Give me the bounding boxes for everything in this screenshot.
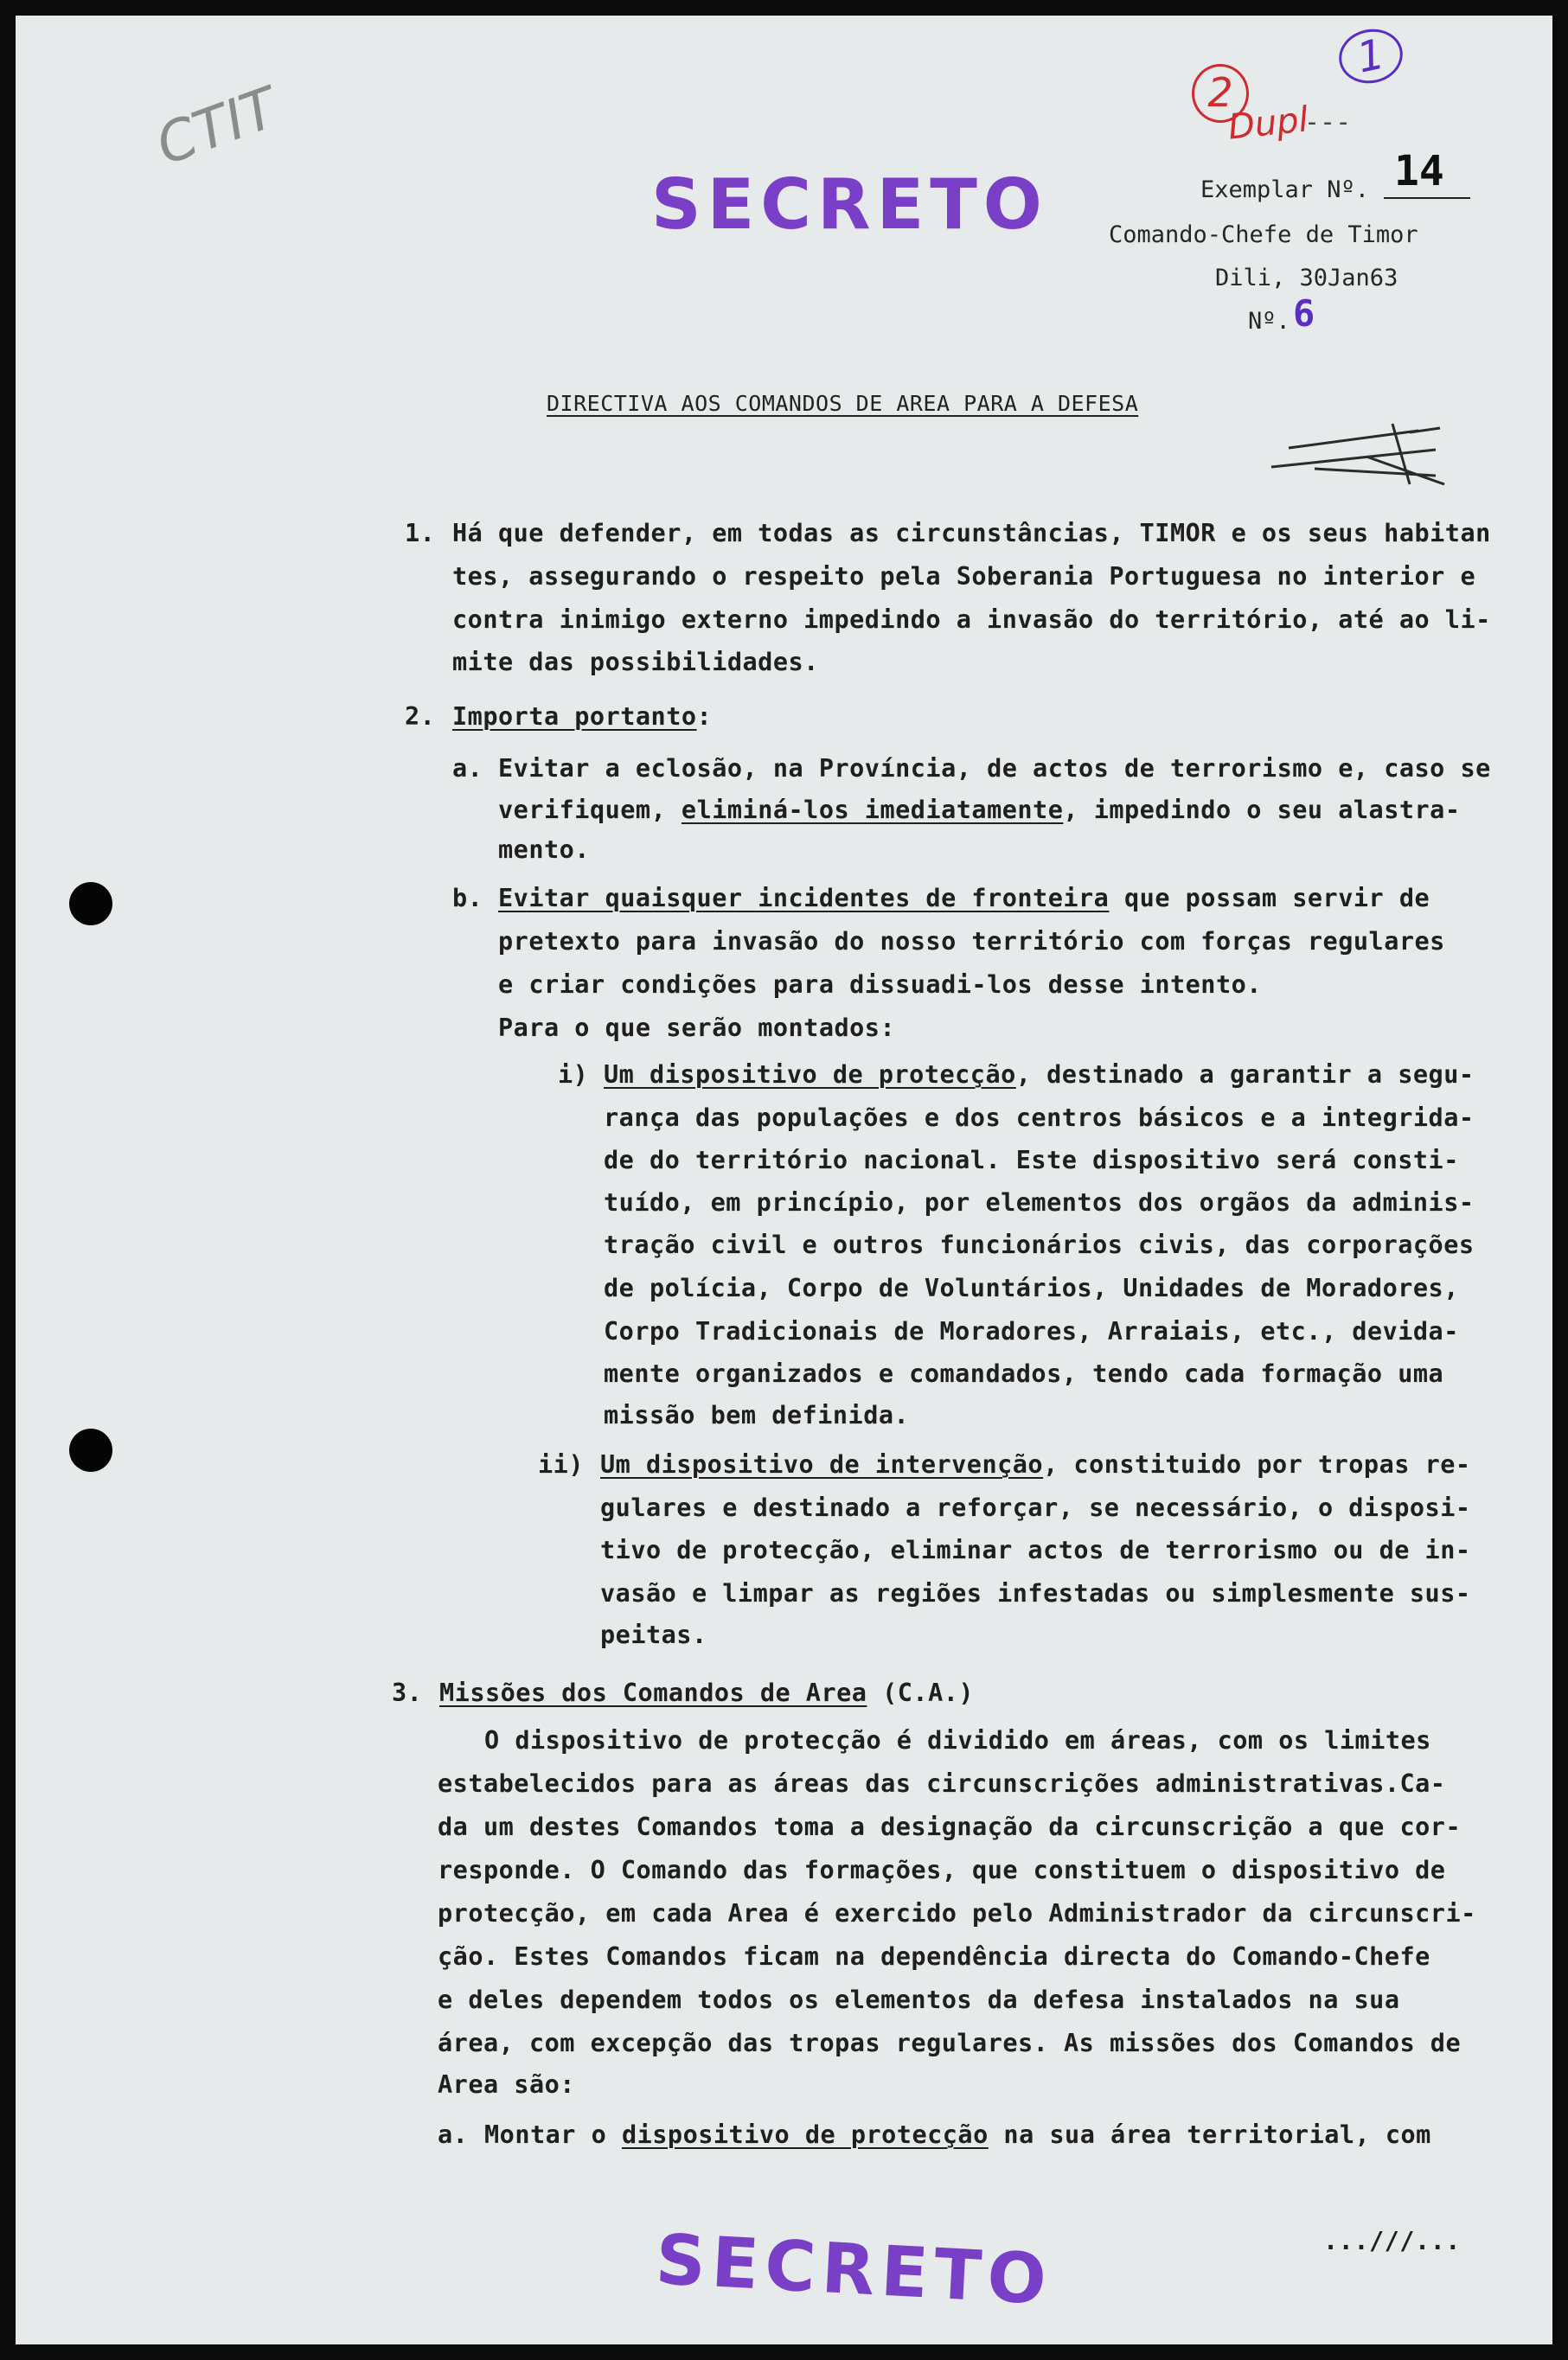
p2-i-line-8: mente organizados e comandados, tendo cada formação uma xyxy=(604,1359,1444,1388)
p3a-underlined: dispositivo de protecção xyxy=(621,2120,989,2149)
p2a-line-2-pre: verifiquem, xyxy=(498,796,682,824)
p2-i-line-5: tração civil e outros funcionários civis, das corporações xyxy=(604,1231,1475,1259)
p3-line-7: e deles dependem todos os elementos da defesa instalados na sua xyxy=(438,1986,1400,2014)
p2-i-line-4: tuído, em princípio, por elementos dos orgãos da adminis- xyxy=(604,1188,1475,1217)
p3a-label: a. xyxy=(438,2120,469,2149)
p3a-line-1 xyxy=(484,2120,1431,2149)
punch-hole-lower xyxy=(69,1429,112,1472)
p2b-line-1 xyxy=(498,884,1430,912)
p2-ii-line-1 xyxy=(600,1450,1471,1479)
exemplar-label: Exemplar Nº. xyxy=(1200,176,1370,203)
p2-i-line-9: missão bem definida. xyxy=(604,1401,910,1429)
handwritten-dupl: Dupl xyxy=(1226,99,1310,148)
p2-ii-line-2: gulares e destinado a reforçar, se necessário, o disposi- xyxy=(600,1493,1471,1522)
punch-hole-upper xyxy=(69,882,112,925)
p3-line-8: área, com excepção das tropas regulares. As missões dos Comandos de xyxy=(438,2029,1462,2057)
p2-i-label: i) xyxy=(558,1060,589,1089)
exemplar-underline xyxy=(1384,197,1470,199)
p3-heading-post: (C.A.) xyxy=(867,1679,975,1707)
p2b-line-4: Para o que serão montados: xyxy=(498,1014,896,1042)
p2-number: 2. xyxy=(405,702,436,731)
p2-i-line-1 xyxy=(604,1060,1475,1089)
p2b-line-3: e criar condições para dissuadi-los desse intento. xyxy=(498,970,1262,999)
continuation-mark: ...///... xyxy=(1323,2227,1461,2255)
secret-stamp-bottom: SECRETO xyxy=(653,2219,1054,2320)
p3-heading-text: Missões dos Comandos de Area xyxy=(439,1679,867,1707)
document-number-handwritten: 6 xyxy=(1293,292,1315,335)
p2-i-line-2: rança das populações e dos centros básicos e a integrida- xyxy=(604,1103,1475,1132)
p3-number: 3. xyxy=(392,1679,423,1707)
p2a-line-2-underlined: eliminá-los imediatamente xyxy=(681,796,1064,824)
p3-heading xyxy=(439,1679,974,1707)
p3-line-6: ção. Estes Comandos ficam na dependência directa do Comando-Chefe xyxy=(438,1942,1430,1971)
p1-number: 1. xyxy=(405,519,436,547)
handwritten-circle-number: 2 xyxy=(1192,64,1249,123)
handwritten-corner-note: CTIT xyxy=(148,75,286,179)
p2-ii-line-4: vasão e limpar as regiões infestadas ou simplesmente sus- xyxy=(600,1579,1471,1608)
p2-i-line-6: de polícia, Corpo de Voluntários, Unidades de Moradores, xyxy=(604,1274,1459,1302)
p2a-line-2-post: , impedindo o seu alastra- xyxy=(1063,796,1461,824)
p1-line-1: Há que defender, em todas as circunstâncias, TIMOR e os seus habitan xyxy=(452,519,1491,547)
p2-ii-line-1-post: , constituido por tropas re- xyxy=(1043,1450,1471,1479)
p2b-label: b. xyxy=(452,884,483,912)
p2-i-line-3: de do território nacional. Este dispositivo será consti- xyxy=(604,1146,1459,1174)
document-number-label: Nº. xyxy=(1248,308,1290,335)
p2-ii-line-3: tivo de protecção, eliminar actos de terrorismo ou de in- xyxy=(600,1536,1471,1564)
p2-i-line-7: Corpo Tradicionais de Moradores, Arraiais, etc., devida- xyxy=(604,1317,1459,1346)
p2b-line-1-underlined: Evitar quaisquer incidentes de fronteira xyxy=(498,884,1110,912)
p2-ii-line-1-underlined: Um dispositivo de intervenção xyxy=(600,1450,1044,1479)
secret-stamp-top: SECRETO xyxy=(651,164,1048,245)
p2a-line-1: Evitar a eclosão, na Província, de actos de terrorismo e, caso se xyxy=(498,754,1491,783)
p2-heading: Importa portanto: xyxy=(452,702,713,731)
p2-heading-text: Importa portanto xyxy=(452,702,697,731)
handwritten-circle-number-two: 1 xyxy=(1334,23,1407,89)
p3-line-4: responde. O Comando das formações, que constituem o dispositivo de xyxy=(438,1856,1446,1884)
p3a-pre: Montar o xyxy=(484,2120,622,2149)
p2a-line-3: mento. xyxy=(498,835,590,864)
exemplar-number: 14 xyxy=(1394,147,1444,195)
p2a-label: a. xyxy=(452,754,483,783)
p3-line-5: protecção, em cada Area é exercido pelo Administrador da circunscri- xyxy=(438,1899,1476,1928)
p3-line-2: estabelecidos para as áreas das circunscrições administrativas.Ca- xyxy=(438,1769,1446,1798)
p3-line-1: O dispositivo de protecção é dividido em áreas, com os limites xyxy=(484,1726,1431,1755)
p3a-post: na sua área territorial, com xyxy=(988,2120,1431,2149)
p2-i-line-1-post: , destinado a garantir a segu- xyxy=(1015,1060,1475,1089)
p1-line-2: tes, assegurando o respeito pela Soberania Portuguesa no interior e xyxy=(452,562,1476,591)
document-title: DIRECTIVA AOS COMANDOS DE AREA PARA A DEFESA xyxy=(547,391,1139,416)
p3-line-3: da um destes Comandos toma a designação da circunscrição a que cor- xyxy=(438,1813,1462,1841)
p1-line-4: mite das possibilidades. xyxy=(452,648,819,676)
p2-i-line-1-underlined: Um dispositivo de protecção xyxy=(604,1060,1016,1089)
command-name: Comando-Chefe de Timor xyxy=(1109,221,1418,248)
p3-line-9: Area são: xyxy=(438,2070,575,2099)
p2-ii-label: ii) xyxy=(538,1450,584,1479)
p2b-line-2: pretexto para invasão do nosso território com forças regulares xyxy=(498,927,1445,956)
p2b-line-1-post: que possam servir de xyxy=(1109,884,1430,912)
dupl-dashes: --- xyxy=(1304,107,1352,138)
p1-line-3: contra inimigo externo impedindo a invasão do território, até ao li- xyxy=(452,605,1491,634)
p2a-line-2 xyxy=(498,796,1461,824)
p2-ii-line-5: peitas. xyxy=(600,1621,707,1649)
signature-scribble xyxy=(1263,406,1453,493)
document-date: Dili, 30Jan63 xyxy=(1215,265,1398,291)
